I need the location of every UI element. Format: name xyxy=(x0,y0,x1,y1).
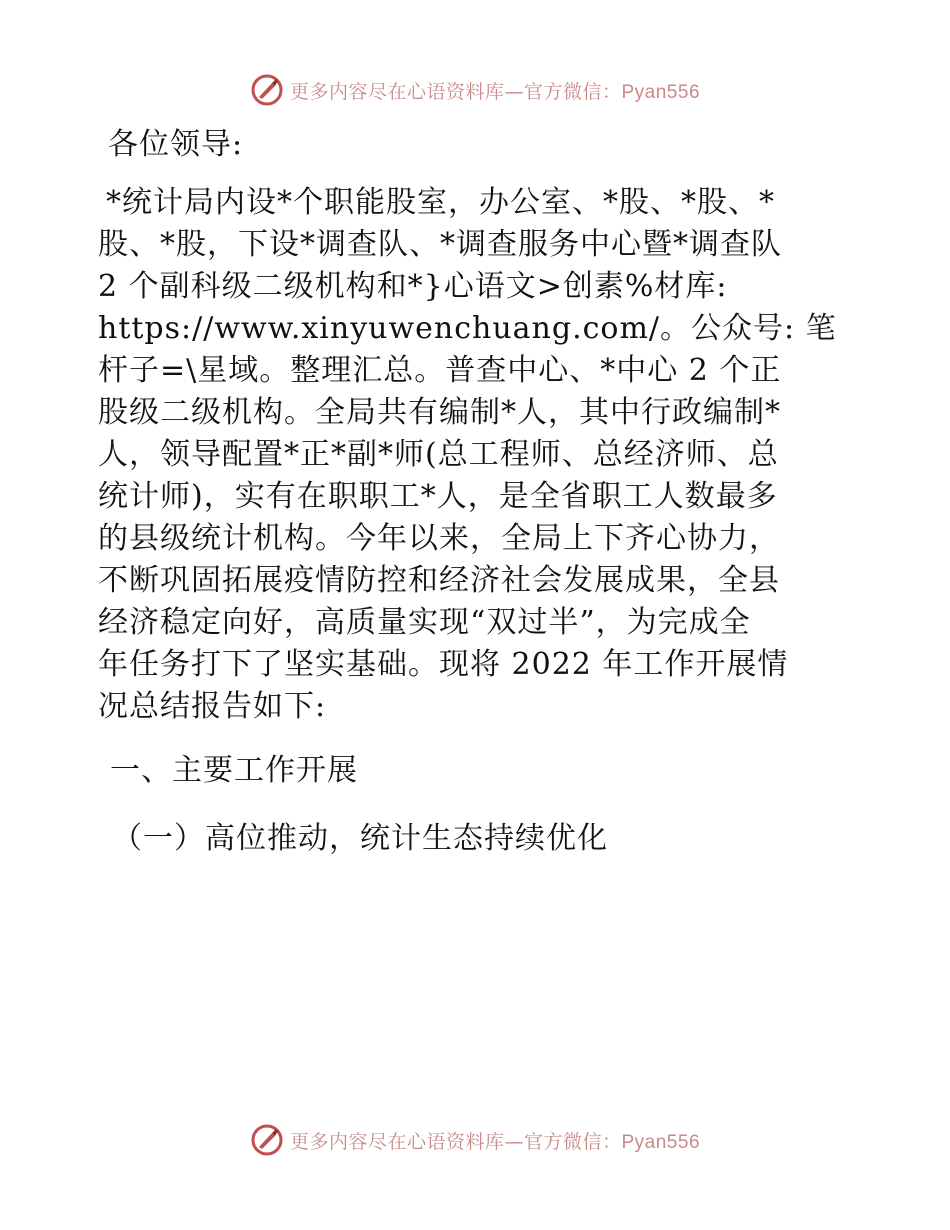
paragraph-line: 况总结报告如下: xyxy=(98,689,327,724)
watermark-text: 更多内容尽在心语资料库—官方微信：Pyan556 xyxy=(289,1130,701,1153)
paragraph-line: 股级二级机构。全局共有编制*人，其中行政编制* xyxy=(98,395,781,430)
paragraph-line: 股、*股，下设*调查队、*调查服务中心暨*调查队 xyxy=(98,227,782,262)
paragraph-line: 的县级统计机构。今年以来，全局上下齐心协力， xyxy=(98,521,780,556)
watermark-bottom xyxy=(0,1120,950,1160)
body-paragraph xyxy=(98,182,850,728)
paragraph-line: 人，领导配置*正*副*师(总工程师、总经济师、总 xyxy=(98,437,779,472)
paragraph-line: 杆子=\星域。整理汇总。普查中心、*中心 2 个正 xyxy=(98,353,782,388)
paragraph-line: 2 个副科级二级机构和*}心语文>创素%材库: xyxy=(98,269,728,304)
greeting: 各位领导: xyxy=(108,127,244,162)
watermark-text: 更多内容尽在心语资料库—官方微信：Pyan556 xyxy=(289,80,701,103)
pen-logo-icon xyxy=(250,73,284,107)
subsection-heading: （一）高位推动，统计生态持续优化 xyxy=(112,821,608,856)
document-body xyxy=(98,124,850,860)
paragraph-line: 不断巩固拓展疫情防控和经济社会发展成果，全县 xyxy=(98,563,780,598)
paragraph-line: 年任务打下了坚实基础。现将 2022 年工作开展情 xyxy=(98,647,789,682)
paragraph-line: 经济稳定向好，高质量实现“双过半”，为完成全 xyxy=(98,605,751,640)
paragraph-line: 统计师)，实有在职职工*人，是全省职工人数最多 xyxy=(98,479,778,514)
paragraph-line-url: https://www.xinyuwenchuang.com/。公众号: 笔 xyxy=(98,311,837,346)
watermark-top xyxy=(0,70,950,110)
section-heading: 一、主要工作开展 xyxy=(110,753,358,788)
pen-logo-icon xyxy=(250,1123,284,1157)
paragraph-line: *统计局内设*个职能股室，办公室、*股、*股、* xyxy=(106,185,775,220)
